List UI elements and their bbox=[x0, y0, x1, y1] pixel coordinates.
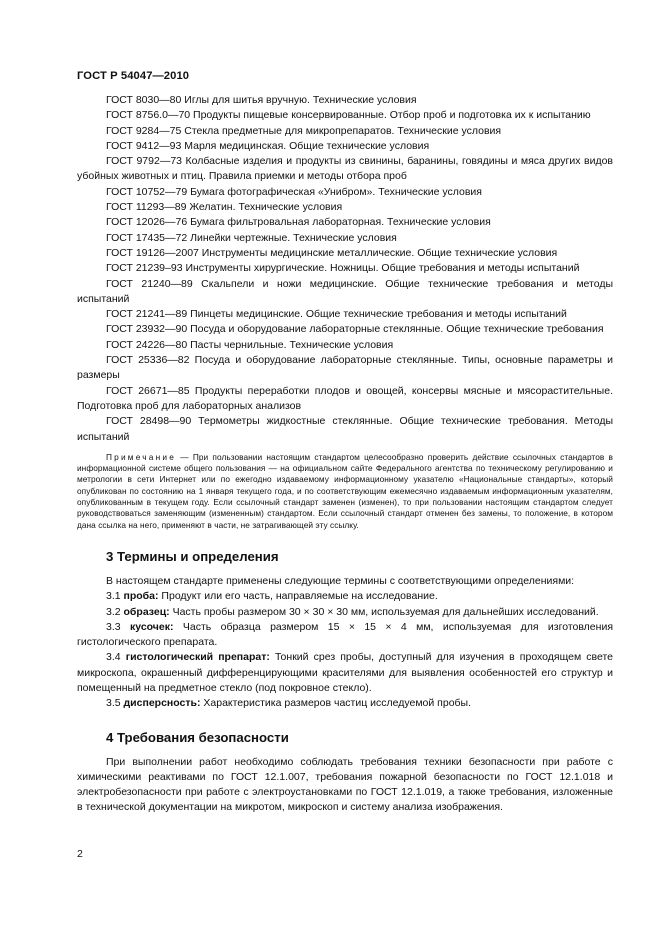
reference-item: ГОСТ 19126—2007 Инструменты медицинские металлические. Общие технические условия bbox=[106, 246, 558, 259]
note-paragraph bbox=[77, 452, 613, 531]
reference-item: ГОСТ 21239–93 Инструменты хирургические. Ножницы. Общие требования и методы испытаний bbox=[106, 262, 580, 275]
reference-item: ГОСТ 8756.0—70 Продукты пищевые консервированные. Отбор проб и подготовка их к испытанию bbox=[106, 109, 591, 122]
reference-item: ГОСТ 9284—75 Стекла предметные для микропрепаратов. Технические условия bbox=[106, 124, 502, 137]
reference-item: ГОСТ 26671—85 Продукты переработки плодов и овощей, консервы мясные и мясорастительные. Подготовка проб для лабораторных анализов bbox=[77, 384, 613, 412]
term-number: 3.3 bbox=[106, 620, 130, 633]
reference-item: ГОСТ 25336—82 Посуда и оборудование лабораторные стеклянные. Типы, основные параметры и размеры bbox=[77, 354, 613, 382]
reference-item: ГОСТ 9792—73 Колбасные изделия и продукты из свинины, баранины, говядины и мяса других видов убойных животных и птиц. Правила приемки и методы отбора проб bbox=[77, 155, 613, 183]
reference-item: ГОСТ 24226—80 Пасты чернильные. Технические условия bbox=[106, 338, 394, 351]
page-number: 2 bbox=[77, 848, 83, 860]
normative-references-list bbox=[77, 93, 613, 445]
reference-item: ГОСТ 21240—89 Скальпели и ножи медицинские. Общие технические требования и методы испытаний bbox=[77, 277, 613, 305]
term-number: 3.1 bbox=[106, 590, 124, 603]
document-body bbox=[77, 93, 613, 816]
term-item bbox=[77, 620, 613, 651]
section-3-title: 3 Термины и определения bbox=[106, 548, 279, 564]
note-text: — При пользовании настоящим стандартом целесообразно проверить действие ссылочных стандартов в информационной системе общего пользования — на официальном сайте Федерального агентства по техническому регулированию и метрологии в сети Интернет или по ежегодно издаваемому информационному указателю «Национальные стандарты», который опубликован по состоянию на 1 января текущего года, и по соответствующим ежемесячно издаваемым информационным указателям, опубликованным в текущем году. Если ссылочный стандарт заменен (изменен), то при пользовании настоящим стандартом следует руководствоваться заменяющим (измененным) стандартом. Если ссылочный стандарт отменен без замены, то положение, в котором дана ссылка на него, применяют в части, не затрагивающей эту ссылку. bbox=[77, 451, 613, 530]
term-number: 3.2 bbox=[106, 605, 124, 618]
term-item bbox=[77, 589, 613, 604]
note-label: Примечание bbox=[106, 451, 177, 462]
section-4-text: При выполнении работ необходимо соблюдать требования техники безопасности при работе с химическими реактивами по ГОСТ 12.1.007, требования пожарной безопасности по ГОСТ 12.1.018 и электробезопасности при работе с электроустановками по ГОСТ 12.1.019, а также требования, изложенные в технической документации на микротом, микроскоп и систему анализа изображения. bbox=[77, 755, 613, 814]
term-number: 3.4 bbox=[106, 651, 126, 664]
term-name: дисперсность: bbox=[123, 697, 201, 710]
reference-item: ГОСТ 21241—89 Пинцеты медицинские. Общие технические требования и методы испытаний bbox=[106, 308, 567, 321]
term-item bbox=[77, 605, 613, 620]
term-item bbox=[77, 650, 613, 696]
term-item bbox=[77, 696, 613, 711]
term-name: кусочек: bbox=[129, 620, 174, 633]
term-number: 3.5 bbox=[106, 697, 124, 710]
document-header: ГОСТ Р 54047—2010 bbox=[77, 70, 190, 82]
reference-item: ГОСТ 11293—89 Желатин. Технические условия bbox=[106, 201, 343, 214]
reference-item: ГОСТ 28498—90 Термометры жидкостные стеклянные. Общие технические требования. Методы испытаний bbox=[77, 415, 613, 443]
term-definition: Продукт или его часть, направляемые на исследование. bbox=[158, 590, 438, 603]
reference-item: ГОСТ 23932—90 Посуда и оборудование лабораторные стеклянные. Общие технические требования bbox=[106, 323, 604, 336]
term-name: проба: bbox=[123, 590, 159, 603]
section-4-title: 4 Требования безопасности bbox=[106, 729, 289, 745]
reference-item: ГОСТ 12026—76 Бумага фильтровальная лабораторная. Технические условия bbox=[106, 216, 491, 229]
reference-item: ГОСТ 17435—72 Линейки чертежные. Технические условия bbox=[106, 231, 397, 244]
section-3-intro: В настоящем стандарте применены следующие термины с соответствующими определениями: bbox=[106, 574, 575, 587]
term-definition: Часть пробы размером 30 × 30 × 30 мм, используемая для дальнейших исследований. bbox=[169, 605, 599, 618]
term-definition: Характеристика размеров частиц исследуемой пробы. bbox=[200, 697, 472, 710]
term-definition: Часть образца размером 15 × 15 × 4 мм, используемая для изготовления гистологического препарата. bbox=[77, 620, 614, 649]
reference-item: ГОСТ 8030—80 Иглы для шитья вручную. Технические условия bbox=[106, 94, 417, 106]
term-name: гистологический препарат: bbox=[125, 651, 270, 664]
reference-item: ГОСТ 10752—79 Бумага фотографическая «Унибром». Технические условия bbox=[106, 185, 482, 198]
reference-item: ГОСТ 9412—93 Марля медицинская. Общие технические условия bbox=[106, 139, 430, 152]
term-name: образец: bbox=[123, 605, 170, 618]
term-definition: Тонкий срез пробы, доступный для изучения в проходящем свете микроскопа, окрашенный дифференцирующими красителями для выявления особенностей его структур и помещенный на предметное стекло (под покровное стекло). bbox=[77, 651, 614, 694]
